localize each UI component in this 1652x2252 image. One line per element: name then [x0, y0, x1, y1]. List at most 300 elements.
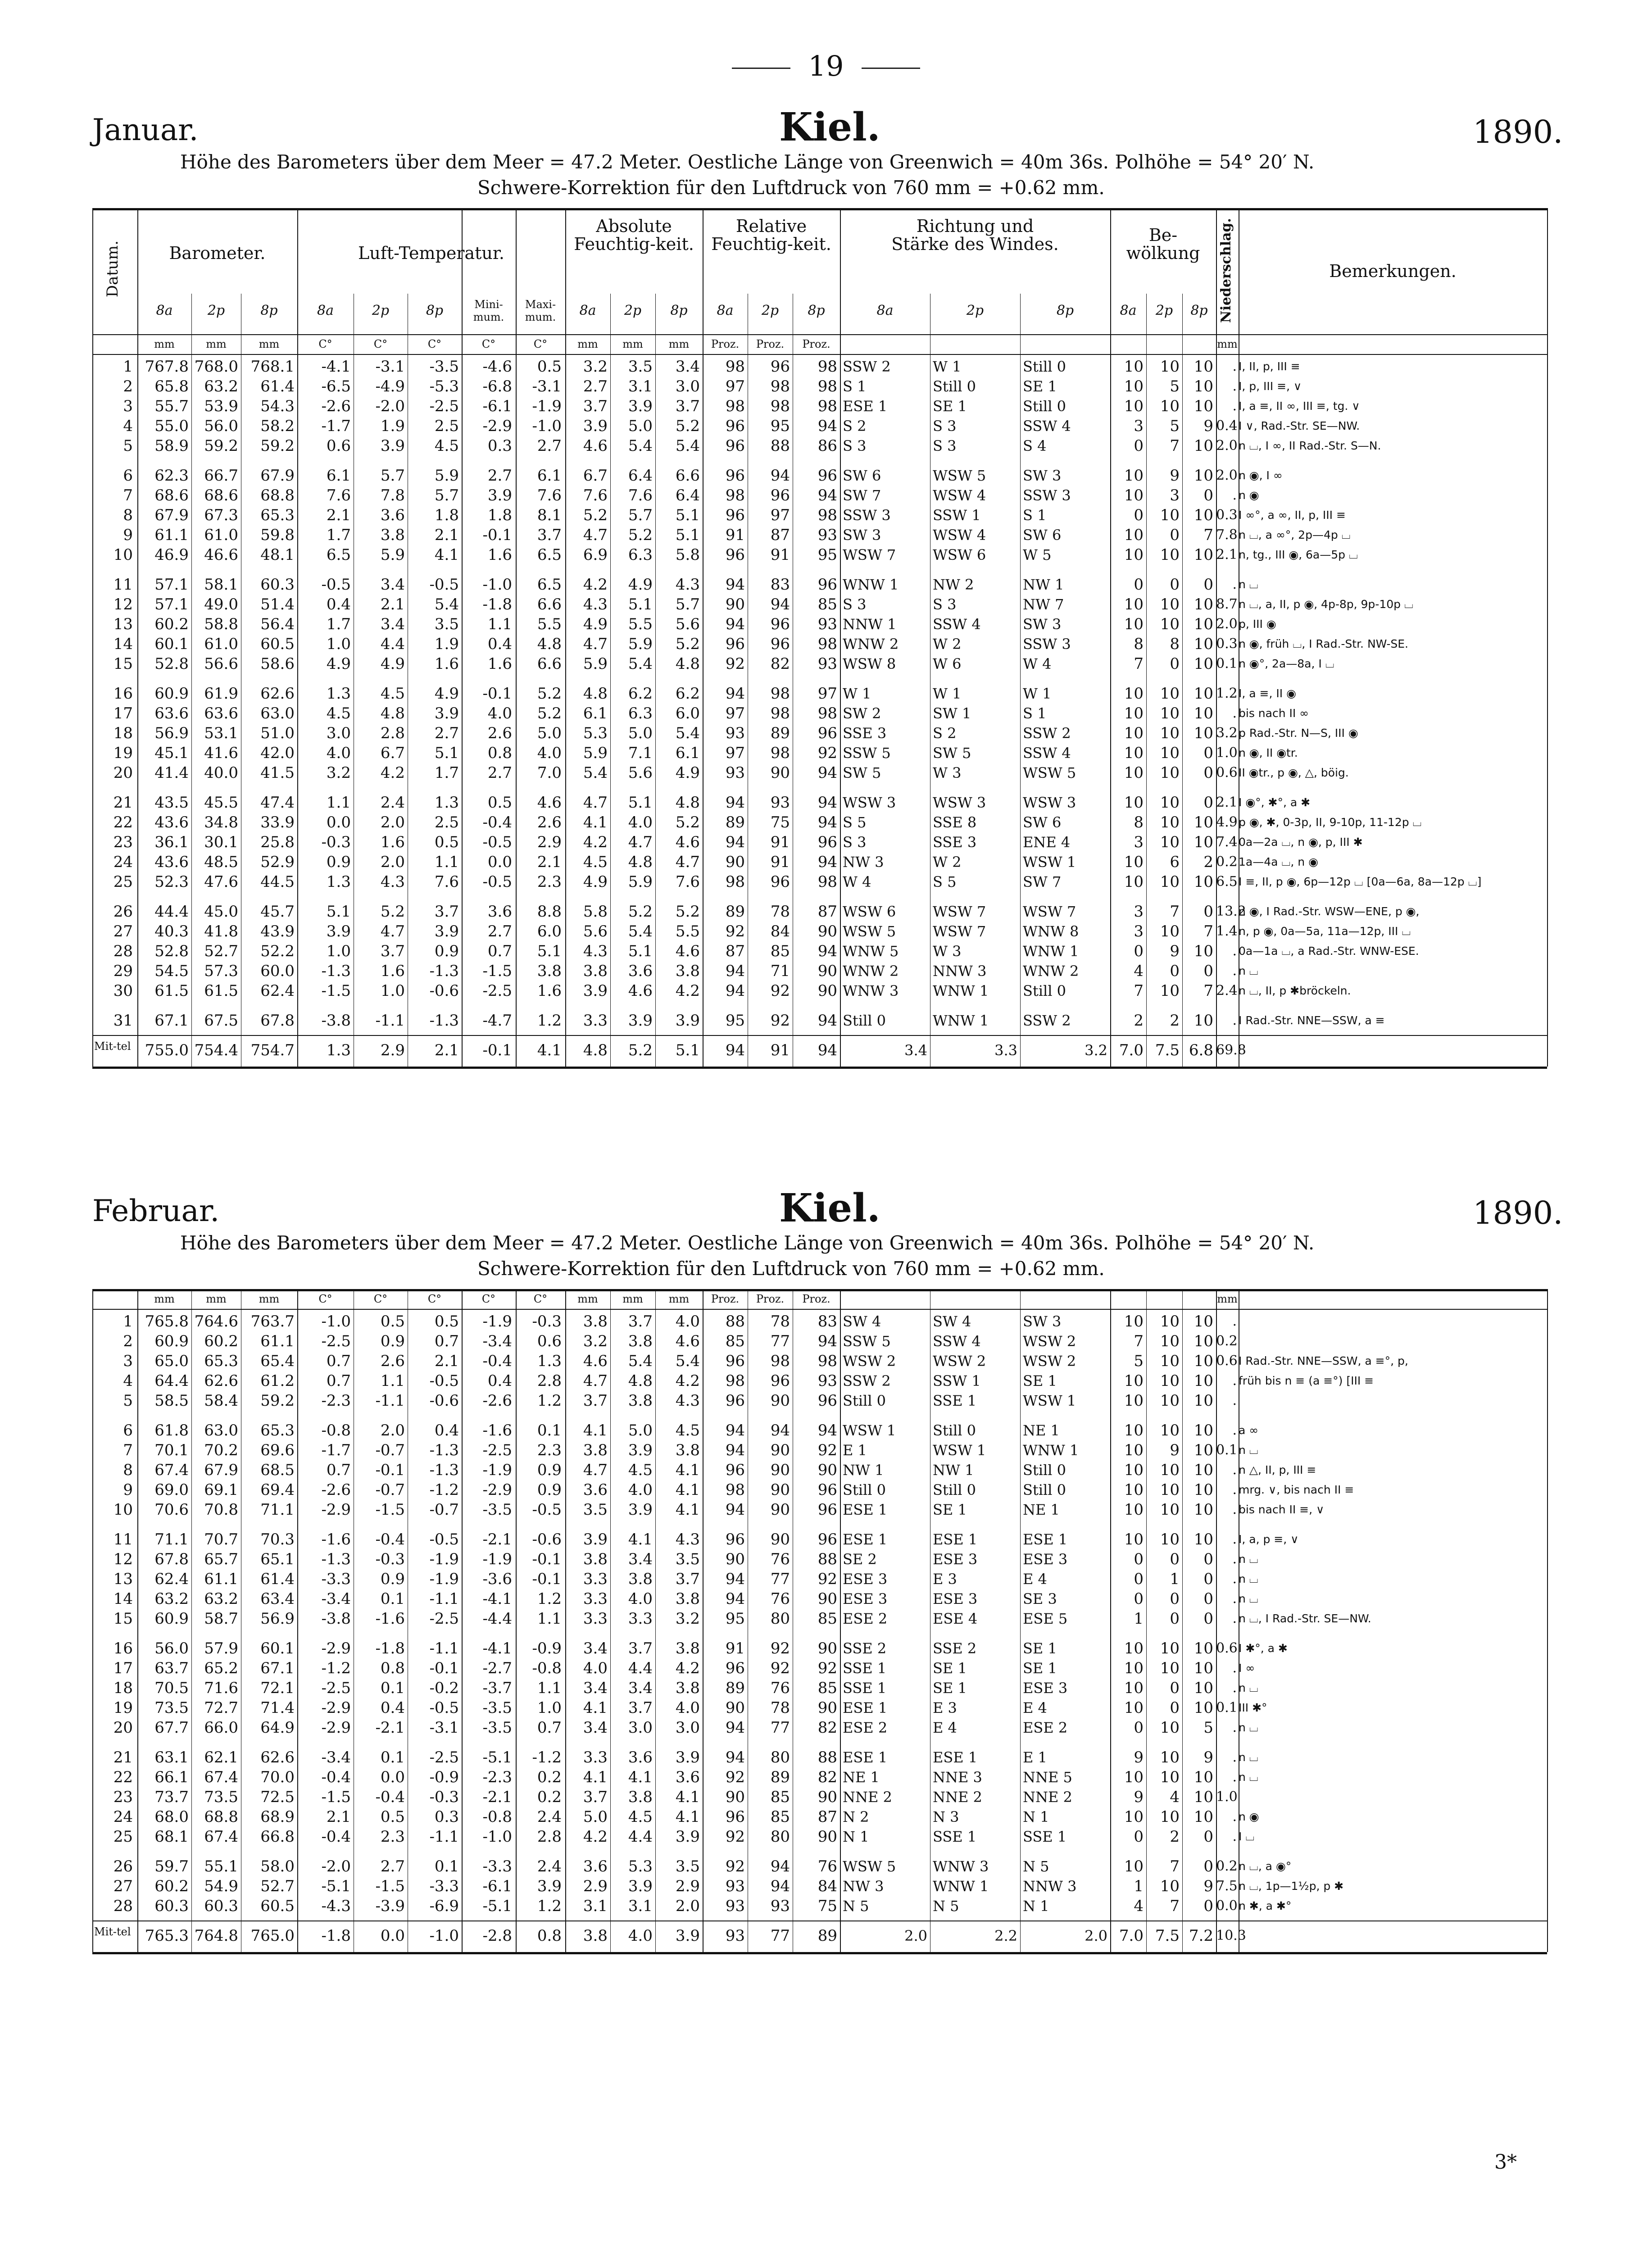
wind-cell: E 3 — [933, 1699, 957, 1716]
cloud-cover-cell: 10 — [1194, 1679, 1213, 1697]
cloud-cover-cell: 10 — [1194, 635, 1213, 653]
relative-humidity-cell: 90 — [725, 853, 745, 871]
wind-cell: N 1 — [1023, 1898, 1049, 1915]
relative-humidity-cell: 90 — [770, 1461, 790, 1479]
relative-humidity-cell: 77 — [770, 1332, 790, 1350]
temperature-cell: 5.2 — [380, 903, 405, 921]
relative-humidity-cell: 90 — [770, 1392, 790, 1410]
cloud-cover-cell: 10 — [1194, 704, 1213, 722]
precipitation-cell: 2.1 — [1216, 795, 1238, 810]
cloud-cover-cell: 10 — [1160, 1719, 1180, 1737]
wind-cell: S 1 — [843, 378, 867, 395]
table-row — [92, 1549, 1547, 1569]
cloud-cover-cell: 2 — [1170, 1828, 1180, 1846]
temperature-cell: -4.9 — [375, 377, 405, 395]
mittel-label: Mit-tel — [94, 1925, 131, 1938]
relative-humidity-cell: 88 — [817, 1748, 837, 1766]
cloud-cover-cell: 0 — [1134, 576, 1144, 594]
relative-humidity-cell: 98 — [725, 358, 745, 376]
wind-cell: WSW 3 — [843, 794, 896, 811]
precipitation-cell: 0.2 — [1216, 1858, 1238, 1874]
minimum-cell: -2.8 — [482, 1927, 512, 1945]
temperature-cell: -1.0 — [429, 1927, 459, 1945]
minimum-cell: -4.4 — [482, 1610, 512, 1628]
barometer-cell: 59.2 — [260, 1392, 295, 1410]
absolute-humidity-cell: 6.1 — [583, 704, 608, 722]
barometer-cell: 52.9 — [260, 853, 295, 871]
minimum-cell: 4.0 — [487, 704, 512, 722]
unit-label: Proz. — [756, 338, 785, 350]
precipitation-cell: . — [1232, 1422, 1237, 1438]
temperature-cell: 0.5 — [434, 833, 459, 851]
absolute-humidity-cell: 6.0 — [675, 704, 700, 722]
cloud-cover-cell: 5 — [1203, 1719, 1213, 1737]
maximum-cell: 3.9 — [537, 1877, 562, 1895]
temperature-cell: -3.1 — [375, 358, 405, 376]
temperature-cell: 0.6 — [326, 437, 351, 455]
barometer-cell: 68.1 — [154, 1828, 189, 1846]
mittel-label: Mit-tel — [94, 1040, 131, 1053]
wind-cell: N 5 — [843, 1898, 869, 1915]
relative-humidity-cell: 98 — [817, 358, 837, 376]
wind-cell: W 4 — [843, 873, 871, 890]
day-number: 18 — [113, 724, 133, 742]
remarks-cell: n ⌴, I Rad.-Str. SE—NW. — [1239, 1612, 1371, 1625]
wind-cell: S 3 — [933, 418, 957, 435]
wind-cell: ESE 1 — [933, 1749, 978, 1766]
wind-cell: SE 1 — [1023, 1372, 1057, 1389]
unit-label: mm — [206, 338, 227, 350]
absolute-humidity-cell: 3.9 — [583, 417, 608, 435]
time-subheader: 8a — [1120, 303, 1137, 318]
wind-cell: S 3 — [933, 596, 957, 613]
table-row — [92, 763, 1547, 783]
temperature-cell: -1.7 — [321, 1441, 351, 1459]
temperature-cell: -3.8 — [321, 1012, 351, 1030]
wind-cell: Still 0 — [1023, 358, 1067, 375]
precipitation-cell: 0.2 — [1216, 1333, 1238, 1349]
absolute-humidity-cell: 5.7 — [628, 506, 653, 524]
relative-humidity-cell: 94 — [725, 1501, 745, 1519]
footer-signature-mark: 3* — [1494, 2151, 1517, 2174]
maximum-cell: 1.1 — [537, 1679, 562, 1697]
absolute-humidity-cell: 4.4 — [628, 1659, 653, 1677]
wind-cell: W 5 — [1023, 546, 1052, 563]
barometer-cell: 53.9 — [204, 397, 238, 415]
maximum-cell: 2.1 — [537, 853, 562, 871]
day-number: 28 — [113, 942, 133, 960]
cloud-cover-cell: 10 — [1194, 942, 1213, 960]
cloud-cover-cell: 10 — [1160, 1481, 1180, 1499]
barometer-cell: 41.8 — [204, 922, 238, 940]
relative-humidity-cell: 98 — [817, 635, 837, 653]
precipitation-cell: 0.3 — [1216, 636, 1238, 652]
absolute-humidity-cell: 5.4 — [675, 437, 700, 455]
absolute-humidity-cell: 5.6 — [583, 922, 608, 940]
absolute-humidity-cell: 3.8 — [628, 1392, 653, 1410]
remarks-cell: 1a—4a ⌴, n ◉ — [1239, 855, 1318, 868]
barometer-cell: 63.6 — [154, 704, 189, 722]
minimum-cell: 1.6 — [487, 655, 512, 673]
remarks-cell: 0a—2a ⌴, n ◉, p, III ✱ — [1239, 835, 1363, 849]
mittel-row — [92, 1040, 1547, 1060]
wind-cell: S 3 — [933, 437, 957, 454]
minimum-cell: 0.5 — [487, 794, 512, 812]
remarks-cell: n ◉°, 2a—8a, I ⌴ — [1239, 657, 1334, 670]
barometer-cell: 43.6 — [154, 813, 189, 831]
wind-cell: NNW 1 — [843, 616, 897, 633]
wind-cell: WSW 7 — [843, 546, 896, 563]
wind-cell: SE 1 — [933, 1501, 967, 1518]
time-subheader: 8a — [717, 303, 734, 318]
cloud-cover-cell: 0 — [1203, 486, 1213, 504]
day-number: 7 — [123, 1441, 133, 1459]
cloud-cover-cell: 0 — [1203, 764, 1213, 782]
day-number: 14 — [113, 1590, 133, 1608]
cloud-cover-cell: 10 — [1194, 833, 1213, 851]
temperature-cell: 0.3 — [434, 1808, 459, 1826]
remarks-cell: I Rad.-Str. NNE—SSW, a ≡°, p, — [1239, 1354, 1408, 1367]
barometer-cell: 63.2 — [154, 1590, 189, 1608]
absolute-humidity-cell: 4.7 — [583, 794, 608, 812]
page-number — [0, 50, 1652, 82]
remarks-cell: n ◉, früh ⌴, I Rad.-Str. NW-SE. — [1239, 637, 1408, 650]
precipitation-cell: . — [1232, 1531, 1237, 1547]
absolute-humidity-cell: 3.5 — [675, 1857, 700, 1875]
barometer-cell: 44.4 — [154, 903, 189, 921]
absolute-humidity-cell: 3.8 — [675, 1590, 700, 1608]
temperature-cell: 4.1 — [434, 546, 459, 564]
cloud-cover-cell: 9 — [1170, 942, 1180, 960]
cloud-cover-cell: 10 — [1160, 685, 1180, 703]
remarks-cell: n ⌴, a ◉° — [1239, 1860, 1292, 1873]
minimum-cell: -0.4 — [482, 1352, 512, 1370]
minimum-cell: -3.5 — [482, 1501, 512, 1519]
absolute-humidity-cell: 5.4 — [628, 1352, 653, 1370]
barometer-cell: 60.0 — [260, 962, 295, 980]
cloud-cover-cell: 10 — [1160, 744, 1180, 762]
barometer-cell: 763.7 — [250, 1312, 295, 1330]
absolute-humidity-cell: 5.6 — [675, 615, 700, 633]
cloud-cover-cell: 6.8 — [1189, 1041, 1213, 1059]
cloud-cover-cell: 10 — [1160, 1312, 1180, 1330]
barometer-cell: 61.1 — [154, 526, 189, 544]
temperature-cell: 6.7 — [380, 744, 405, 762]
wind-cell: SSW 5 — [843, 745, 891, 762]
precipitation-cell: . — [1232, 1809, 1237, 1825]
temperature-cell: -0.5 — [429, 576, 459, 594]
relative-humidity-cell: 87 — [817, 903, 837, 921]
cloud-cover-cell: 0 — [1134, 1570, 1144, 1588]
absolute-humidity-cell: 2.9 — [675, 1877, 700, 1895]
absolute-humidity-cell: 3.7 — [583, 397, 608, 415]
absolute-humidity-cell: 3.8 — [675, 1639, 700, 1657]
barometer-cell: 70.3 — [260, 1530, 295, 1548]
barometer-cell: 43.9 — [260, 922, 295, 940]
temperature-cell: 1.0 — [326, 942, 351, 960]
absolute-humidity-cell: 3.0 — [675, 1719, 700, 1737]
temperature-cell: 0.0 — [326, 813, 351, 831]
cloud-cover-cell: 0 — [1203, 794, 1213, 812]
cloud-cover-cell: 0 — [1203, 1590, 1213, 1608]
barometer-cell: 65.4 — [260, 1352, 295, 1370]
wind-cell: SW 2 — [843, 705, 881, 722]
relative-humidity-cell: 94 — [725, 1748, 745, 1766]
maximum-cell: 0.6 — [537, 1332, 562, 1350]
unit-label: C° — [318, 1293, 332, 1305]
temperature-cell: -0.5 — [429, 1372, 459, 1390]
wind-cell: NW 2 — [933, 576, 974, 593]
temperature-cell: 3.8 — [380, 526, 405, 544]
absolute-humidity-cell: 4.8 — [628, 1372, 653, 1390]
page-number-dash-left — [732, 68, 790, 69]
table-row — [92, 1857, 1547, 1876]
absolute-humidity-cell: 3.8 — [583, 1441, 608, 1459]
remarks-cell: n ◉, I Rad.-Str. WSW—ENE, p ◉, — [1239, 905, 1420, 918]
absolute-humidity-cell: 3.4 — [583, 1639, 608, 1657]
table-row — [92, 1530, 1547, 1549]
cloud-cover-cell: 10 — [1194, 724, 1213, 742]
day-number: 25 — [113, 1828, 133, 1846]
precipitation-cell: 69.8 — [1216, 1042, 1246, 1058]
relative-humidity-cell: 94 — [770, 1857, 790, 1875]
barometer-cell: 63.2 — [204, 1590, 238, 1608]
day-number: 16 — [113, 685, 133, 703]
absolute-humidity-cell: 4.7 — [583, 635, 608, 653]
temperature-cell: 4.4 — [380, 635, 405, 653]
temperature-cell: 3.7 — [434, 903, 459, 921]
maximum-cell: 1.3 — [537, 1352, 562, 1370]
precipitation-cell: . — [1232, 943, 1237, 959]
minimum-cell: -6.1 — [482, 1877, 512, 1895]
precipitation-cell: . — [1232, 1012, 1237, 1028]
minimum-cell: -1.9 — [482, 1550, 512, 1568]
wind-cell: WSW 7 — [933, 923, 986, 940]
remarks-cell: 0a—1a ⌴, a Rad.-Str. WNW-ESE. — [1239, 944, 1419, 958]
barometer-cell: 60.3 — [204, 1897, 238, 1915]
relative-humidity-cell: 95 — [725, 1012, 745, 1030]
relative-humidity-cell: 94 — [817, 853, 837, 871]
absolute-humidity-cell: 3.6 — [628, 1748, 653, 1766]
wind-cell: WSW 3 — [1023, 794, 1076, 811]
temperature-cell: 3.9 — [380, 437, 405, 455]
cloud-cover-cell: 10 — [1160, 1877, 1180, 1895]
wind-cell: SSE 1 — [933, 1828, 977, 1845]
relative-humidity-cell: 92 — [817, 1570, 837, 1588]
table-row — [92, 1876, 1547, 1896]
barometer-cell: 60.2 — [204, 1332, 238, 1350]
maximum-cell: 0.5 — [537, 358, 562, 376]
temperature-cell: -1.3 — [321, 962, 351, 980]
temperature-cell: -1.3 — [429, 1441, 459, 1459]
relative-humidity-cell: 82 — [770, 655, 790, 673]
temperature-cell: 4.8 — [380, 704, 405, 722]
temperature-cell: 3.4 — [380, 576, 405, 594]
unit-bottom-rule — [92, 354, 1547, 355]
table-row — [92, 704, 1547, 723]
temperature-cell: 6.5 — [326, 546, 351, 564]
relative-humidity-cell: 76 — [770, 1679, 790, 1697]
relative-humidity-cell: 82 — [817, 1768, 837, 1786]
cloud-cover-cell: 0 — [1203, 1828, 1213, 1846]
unit-label: mm — [577, 1293, 598, 1305]
relative-humidity-cell: 94 — [725, 833, 745, 851]
cloud-cover-cell: 10 — [1160, 1392, 1180, 1410]
barometer-cell: 63.7 — [154, 1659, 189, 1677]
barometer-cell: 58.9 — [154, 437, 189, 455]
unit-label: mm — [622, 338, 643, 350]
remarks-cell: I, a ≡, II ∞, III ≡, tg. ∨ — [1239, 400, 1360, 413]
temperature-cell: -1.3 — [429, 962, 459, 980]
relative-humidity-cell: 94 — [770, 467, 790, 485]
cloud-cover-cell: 10 — [1194, 1312, 1213, 1330]
barometer-cell: 36.1 — [154, 833, 189, 851]
wind-cell: S 1 — [1023, 705, 1047, 722]
barometer-cell: 68.6 — [204, 486, 238, 504]
barometer-cell: 62.6 — [260, 1748, 295, 1766]
temperature-cell: -0.3 — [321, 833, 351, 851]
cloud-cover-cell: 10 — [1124, 1481, 1144, 1499]
wind-cell: SSE 1 — [1023, 1828, 1067, 1845]
wind-cell: WNW 1 — [1023, 1442, 1079, 1459]
maximum-cell: 2.3 — [537, 873, 562, 891]
temperature-cell: 1.6 — [380, 962, 405, 980]
relative-humidity-cell: 96 — [725, 1461, 745, 1479]
temperature-cell: -1.1 — [429, 1828, 459, 1846]
relative-humidity-cell: 89 — [770, 724, 790, 742]
cloud-cover-cell: 7 — [1134, 655, 1144, 673]
minimum-cell: -4.6 — [482, 358, 512, 376]
cloud-cover-cell: 10 — [1194, 1699, 1213, 1717]
barometer-cell: 72.1 — [260, 1679, 295, 1697]
absolute-humidity-cell: 4.1 — [675, 1461, 700, 1479]
precipitation-cell: . — [1232, 359, 1237, 374]
absolute-humidity-cell: 3.8 — [628, 1332, 653, 1350]
cloud-cover-cell: 10 — [1124, 358, 1144, 376]
day-number: 29 — [113, 962, 133, 980]
table-top-rule — [92, 208, 1547, 210]
relative-humidity-cell: 90 — [817, 962, 837, 980]
table-row — [92, 793, 1547, 813]
remarks-cell: n ⌴, II, p ✱bröckeln. — [1239, 984, 1351, 997]
remarks-cell: n ⌴ — [1239, 964, 1258, 977]
unit-label: mm — [206, 1293, 227, 1305]
absolute-humidity-cell: 5.3 — [628, 1857, 653, 1875]
day-number: 10 — [113, 546, 133, 564]
temperature-cell: 0.7 — [326, 1372, 351, 1390]
wind-cell: WSW 5 — [933, 467, 986, 484]
wind-cell: WNW 3 — [933, 1858, 989, 1875]
cloud-cover-cell: 10 — [1160, 724, 1180, 742]
relative-humidity-cell: 89 — [770, 1768, 790, 1786]
wind-cell: E 4 — [1023, 1699, 1047, 1716]
wind-cell: ESE 1 — [843, 1749, 888, 1766]
day-number: 7 — [123, 486, 133, 504]
barometer-cell: 67.9 — [260, 467, 295, 485]
cloud-cover-cell: 4 — [1170, 1788, 1180, 1806]
table-row — [92, 1569, 1547, 1589]
day-number: 20 — [113, 764, 133, 782]
cloud-cover-cell: 10 — [1124, 595, 1144, 613]
absolute-humidity-cell: 3.8 — [675, 1679, 700, 1697]
cloud-cover-cell: 1 — [1134, 1610, 1144, 1628]
cloud-cover-cell: 10 — [1124, 764, 1144, 782]
relative-humidity-cell: 98 — [725, 486, 745, 504]
temperature-cell: 4.9 — [434, 685, 459, 703]
temperature-cell: 2.5 — [434, 813, 459, 831]
unit-label: mm — [259, 338, 280, 350]
temperature-cell: 4.5 — [380, 685, 405, 703]
cloud-cover-cell: 7.2 — [1189, 1927, 1213, 1945]
cloud-cover-cell: 0 — [1134, 437, 1144, 455]
cloud-cover-cell: 10 — [1194, 1659, 1213, 1677]
day-number: 2 — [123, 377, 133, 395]
absolute-humidity-cell: 4.1 — [675, 1808, 700, 1826]
wind-cell: SW 6 — [1023, 527, 1062, 544]
wind-cell: SE 1 — [1023, 1640, 1057, 1657]
absolute-humidity-cell: 5.2 — [675, 635, 700, 653]
relative-humidity-cell: 98 — [817, 1352, 837, 1370]
temperature-cell: -1.6 — [375, 1610, 405, 1628]
wind-cell: SSW 2 — [1023, 725, 1071, 742]
day-number: 9 — [123, 1481, 133, 1499]
table-row — [92, 357, 1547, 377]
day-number: 23 — [113, 833, 133, 851]
table-row — [92, 1500, 1547, 1520]
relative-humidity-cell: 94 — [725, 1590, 745, 1608]
minimum-cell: 0.4 — [487, 1372, 512, 1390]
table-row — [92, 575, 1547, 595]
wind-cell: S 2 — [933, 725, 957, 742]
temperature-cell: 0.8 — [380, 1659, 405, 1677]
day-number: 26 — [113, 903, 133, 921]
unit-label: mm — [259, 1293, 280, 1305]
temperature-cell: 2.9 — [380, 1041, 405, 1059]
barometer-cell: 69.1 — [204, 1481, 238, 1499]
temperature-cell: 0.5 — [380, 1312, 405, 1330]
cloud-cover-cell: 9 — [1170, 467, 1180, 485]
relative-humidity-cell: 96 — [725, 635, 745, 653]
remarks-cell: n ⌴ — [1239, 1553, 1258, 1566]
temperature-cell: 0.0 — [380, 1927, 405, 1945]
maximum-cell: 1.2 — [537, 1590, 562, 1608]
absolute-humidity-cell: 6.3 — [628, 704, 653, 722]
absolute-humidity-cell: 5.0 — [583, 1808, 608, 1826]
absolute-humidity-cell: 4.2 — [675, 1372, 700, 1390]
day-number: 2 — [123, 1332, 133, 1350]
relative-humidity-cell: 96 — [817, 576, 837, 594]
day-number: 4 — [123, 1372, 133, 1390]
table-row — [92, 486, 1547, 505]
maximum-cell: 7.6 — [537, 486, 562, 504]
relative-humidity-cell: 76 — [770, 1550, 790, 1568]
day-number: 26 — [113, 1857, 133, 1875]
remarks-cell: I, a, p ≡, ∨ — [1239, 1533, 1299, 1546]
barometer-cell: 58.7 — [204, 1610, 238, 1628]
maximum-cell: 8.1 — [537, 506, 562, 524]
cloud-cover-cell: 10 — [1124, 615, 1144, 633]
cloud-cover-cell: 10 — [1194, 1421, 1213, 1439]
wind-cell: SSW 4 — [1023, 745, 1071, 762]
barometer-cell: 41.5 — [260, 764, 295, 782]
barometer-cell: 41.4 — [154, 764, 189, 782]
time-subheader: 2p — [207, 303, 225, 318]
cloud-cover-cell: 7.5 — [1155, 1041, 1180, 1059]
absolute-humidity-cell: 2.7 — [583, 377, 608, 395]
section-1-line2: Schwere-Korrektion für den Luftdruck von 760 mm = +0.62 mm. — [477, 177, 1105, 199]
relative-humidity-cell: 97 — [817, 685, 837, 703]
temperature-cell: -2.5 — [321, 1332, 351, 1350]
